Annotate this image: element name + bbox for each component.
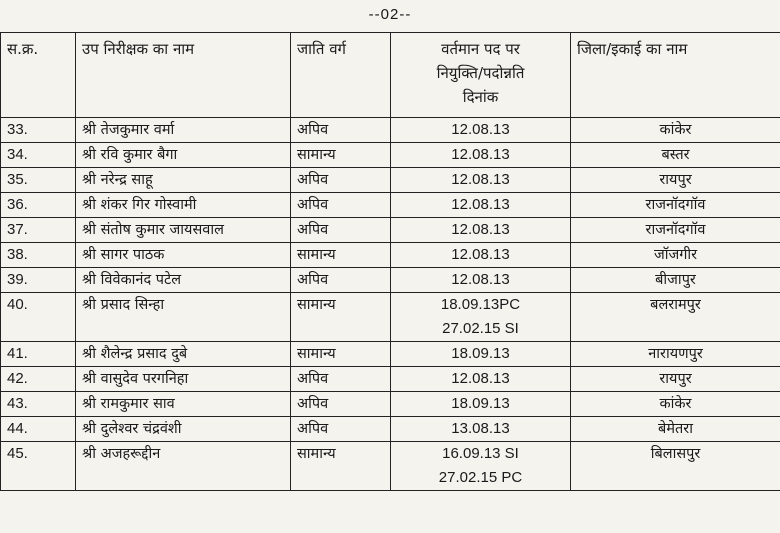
- name-cell: श्री प्रसाद सिन्हा: [76, 293, 291, 342]
- unit-cell: बीजापुर: [571, 268, 780, 293]
- unit-cell: कांकेर: [571, 118, 780, 143]
- serial-cell: 39.: [1, 268, 76, 293]
- date-cell: [391, 268, 571, 293]
- serial-cell: 41.: [1, 342, 76, 367]
- serial-cell: 43.: [1, 392, 76, 417]
- serial-cell: 35.: [1, 168, 76, 193]
- date-primary: 13.08.13: [451, 420, 510, 437]
- date-primary: 12.08.13: [451, 146, 510, 163]
- unit-cell: राजनॉदगॉव: [571, 193, 780, 218]
- unit-cell: बेमेतरा: [571, 417, 780, 442]
- serial-cell: 38.: [1, 243, 76, 268]
- serial-cell: 36.: [1, 193, 76, 218]
- serial-cell: 34.: [1, 143, 76, 168]
- date-primary: 12.08.13: [451, 121, 510, 138]
- table-row: [1, 293, 780, 342]
- date-primary: 18.09.13: [451, 395, 510, 412]
- serial-cell: 42.: [1, 367, 76, 392]
- name-cell: श्री नरेन्द्र साहू: [76, 168, 291, 193]
- header-serial: स.क्र.: [1, 33, 76, 118]
- name-cell: श्री रामकुमार साव: [76, 392, 291, 417]
- unit-cell: बिलासपुर: [571, 442, 780, 491]
- table-row: [1, 367, 780, 392]
- date-primary: 12.08.13: [451, 246, 510, 263]
- header-date: [391, 33, 571, 118]
- header-name: उप निरीक्षक का नाम: [76, 33, 291, 118]
- page-number: --02--: [368, 6, 412, 23]
- name-cell: श्री वासुदेव परगनिहा: [76, 367, 291, 392]
- serial-cell: 45.: [1, 442, 76, 491]
- date-cell: [391, 342, 571, 367]
- category-cell: अपिव: [291, 367, 391, 392]
- date-secondary: 27.02.15 PC: [438, 469, 523, 486]
- date-primary: 18.09.13PC: [440, 296, 521, 313]
- date-cell: [391, 392, 571, 417]
- category-cell: अपिव: [291, 168, 391, 193]
- table-row: [1, 118, 780, 143]
- table-row: [1, 392, 780, 417]
- category-cell: अपिव: [291, 118, 391, 143]
- header-date-line2: नियुक्ति/पदोन्नति: [436, 64, 525, 82]
- category-cell: सामान्य: [291, 143, 391, 168]
- date-cell: [391, 118, 571, 143]
- unit-cell: राजनॉदगॉव: [571, 218, 780, 243]
- category-cell: सामान्य: [291, 342, 391, 367]
- sub-inspector-table: [0, 32, 780, 491]
- date-primary: 12.08.13: [451, 370, 510, 387]
- date-cell: [391, 293, 571, 342]
- date-primary: 12.08.13: [451, 221, 510, 238]
- unit-cell: रायपुर: [571, 367, 780, 392]
- unit-cell: जॉजगीर: [571, 243, 780, 268]
- date-primary: 16.09.13 SI: [442, 445, 519, 462]
- category-cell: सामान्य: [291, 243, 391, 268]
- table-row: [1, 218, 780, 243]
- category-cell: अपिव: [291, 193, 391, 218]
- table-row: [1, 193, 780, 218]
- name-cell: श्री सागर पाठक: [76, 243, 291, 268]
- date-cell: [391, 442, 571, 491]
- header-unit: जिला/इकाई का नाम: [571, 33, 780, 118]
- name-cell: श्री दुलेश्वर चंद्रवंशी: [76, 417, 291, 442]
- header-date-line1: वर्तमान पद पर: [441, 40, 520, 58]
- category-cell: अपिव: [291, 392, 391, 417]
- date-cell: [391, 218, 571, 243]
- name-cell: श्री शैलेन्द्र प्रसाद दुबे: [76, 342, 291, 367]
- date-cell: [391, 417, 571, 442]
- date-cell: [391, 367, 571, 392]
- category-cell: सामान्य: [291, 442, 391, 491]
- name-cell: श्री विवेकानंद पटेल: [76, 268, 291, 293]
- header-row: [1, 33, 780, 118]
- name-cell: श्री संतोष कुमार जायसवाल: [76, 218, 291, 243]
- date-primary: 12.08.13: [451, 196, 510, 213]
- unit-cell: नारायणपुर: [571, 342, 780, 367]
- date-primary: 18.09.13: [451, 345, 510, 362]
- unit-cell: बस्तर: [571, 143, 780, 168]
- name-cell: श्री शंकर गिर गोस्वामी: [76, 193, 291, 218]
- date-primary: 12.08.13: [451, 271, 510, 288]
- table-row: [1, 342, 780, 367]
- table-row: [1, 417, 780, 442]
- category-cell: अपिव: [291, 417, 391, 442]
- date-cell: [391, 193, 571, 218]
- unit-cell: रायपुर: [571, 168, 780, 193]
- unit-cell: कांकेर: [571, 392, 780, 417]
- header-category: जाति वर्ग: [291, 33, 391, 118]
- table-row: [1, 168, 780, 193]
- table-row: [1, 143, 780, 168]
- date-cell: [391, 168, 571, 193]
- table-row: [1, 442, 780, 491]
- table-row: [1, 243, 780, 268]
- date-secondary: 27.02.15 SI: [442, 320, 519, 337]
- date-primary: 12.08.13: [451, 171, 510, 188]
- category-cell: अपिव: [291, 218, 391, 243]
- category-cell: सामान्य: [291, 293, 391, 342]
- serial-cell: 37.: [1, 218, 76, 243]
- serial-cell: 44.: [1, 417, 76, 442]
- serial-cell: 33.: [1, 118, 76, 143]
- serial-cell: 40.: [1, 293, 76, 342]
- name-cell: श्री अजहरूद्दीन: [76, 442, 291, 491]
- header-date-line3: दिनांक: [462, 88, 499, 106]
- table-row: [1, 268, 780, 293]
- name-cell: श्री तेजकुमार वर्मा: [76, 118, 291, 143]
- category-cell: अपिव: [291, 268, 391, 293]
- date-cell: [391, 143, 571, 168]
- name-cell: श्री रवि कुमार बैगा: [76, 143, 291, 168]
- unit-cell: बलरामपुर: [571, 293, 780, 342]
- date-cell: [391, 243, 571, 268]
